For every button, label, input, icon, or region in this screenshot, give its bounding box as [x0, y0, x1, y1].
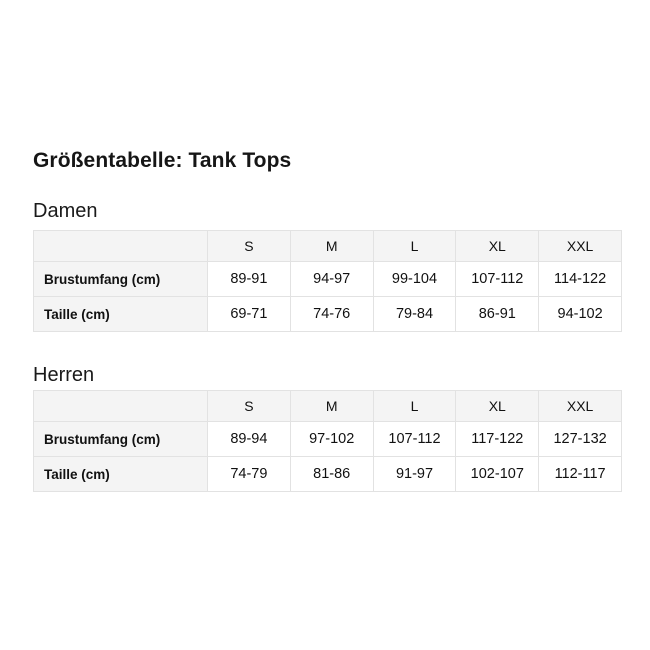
cell-value: 94-102 [539, 297, 622, 332]
size-column-header-l: L [373, 391, 456, 422]
cell-value: 97-102 [290, 422, 373, 457]
table-row-taille [34, 457, 622, 492]
section-heading-herren: Herren [33, 364, 95, 386]
table-header-row [34, 231, 622, 262]
cell-value: 79-84 [373, 297, 456, 332]
size-column-header-xl: XL [456, 231, 539, 262]
cell-value: 89-94 [208, 422, 291, 457]
cell-value: 89-91 [208, 262, 291, 297]
size-column-header-xxl: XXL [539, 391, 622, 422]
cell-value: 74-79 [208, 457, 291, 492]
size-table-herren [33, 390, 622, 492]
size-column-header-xxl: XXL [539, 231, 622, 262]
row-label: Taille (cm) [34, 457, 208, 492]
size-column-header-s: S [208, 391, 291, 422]
cell-value: 69-71 [208, 297, 291, 332]
corner-cell [34, 231, 208, 262]
cell-value: 86-91 [456, 297, 539, 332]
table-row-brustumfang [34, 422, 622, 457]
section-heading-damen: Damen [33, 200, 98, 222]
cell-value: 112-117 [539, 457, 622, 492]
row-label: Brustumfang (cm) [34, 262, 208, 297]
cell-value: 117-122 [456, 422, 539, 457]
cell-value: 114-122 [539, 262, 622, 297]
corner-cell [34, 391, 208, 422]
size-column-header-l: L [373, 231, 456, 262]
table-header-row [34, 391, 622, 422]
cell-value: 107-112 [456, 262, 539, 297]
table-row-brustumfang [34, 262, 622, 297]
size-table-damen [33, 230, 622, 332]
page-title: Größentabelle: Tank Tops [33, 149, 292, 172]
cell-value: 74-76 [290, 297, 373, 332]
cell-value: 107-112 [373, 422, 456, 457]
cell-value: 94-97 [290, 262, 373, 297]
size-column-header-s: S [208, 231, 291, 262]
table-row-taille [34, 297, 622, 332]
cell-value: 81-86 [290, 457, 373, 492]
cell-value: 99-104 [373, 262, 456, 297]
cell-value: 102-107 [456, 457, 539, 492]
row-label: Brustumfang (cm) [34, 422, 208, 457]
row-label: Taille (cm) [34, 297, 208, 332]
size-column-header-m: M [290, 231, 373, 262]
size-column-header-m: M [290, 391, 373, 422]
cell-value: 127-132 [539, 422, 622, 457]
size-column-header-xl: XL [456, 391, 539, 422]
cell-value: 91-97 [373, 457, 456, 492]
